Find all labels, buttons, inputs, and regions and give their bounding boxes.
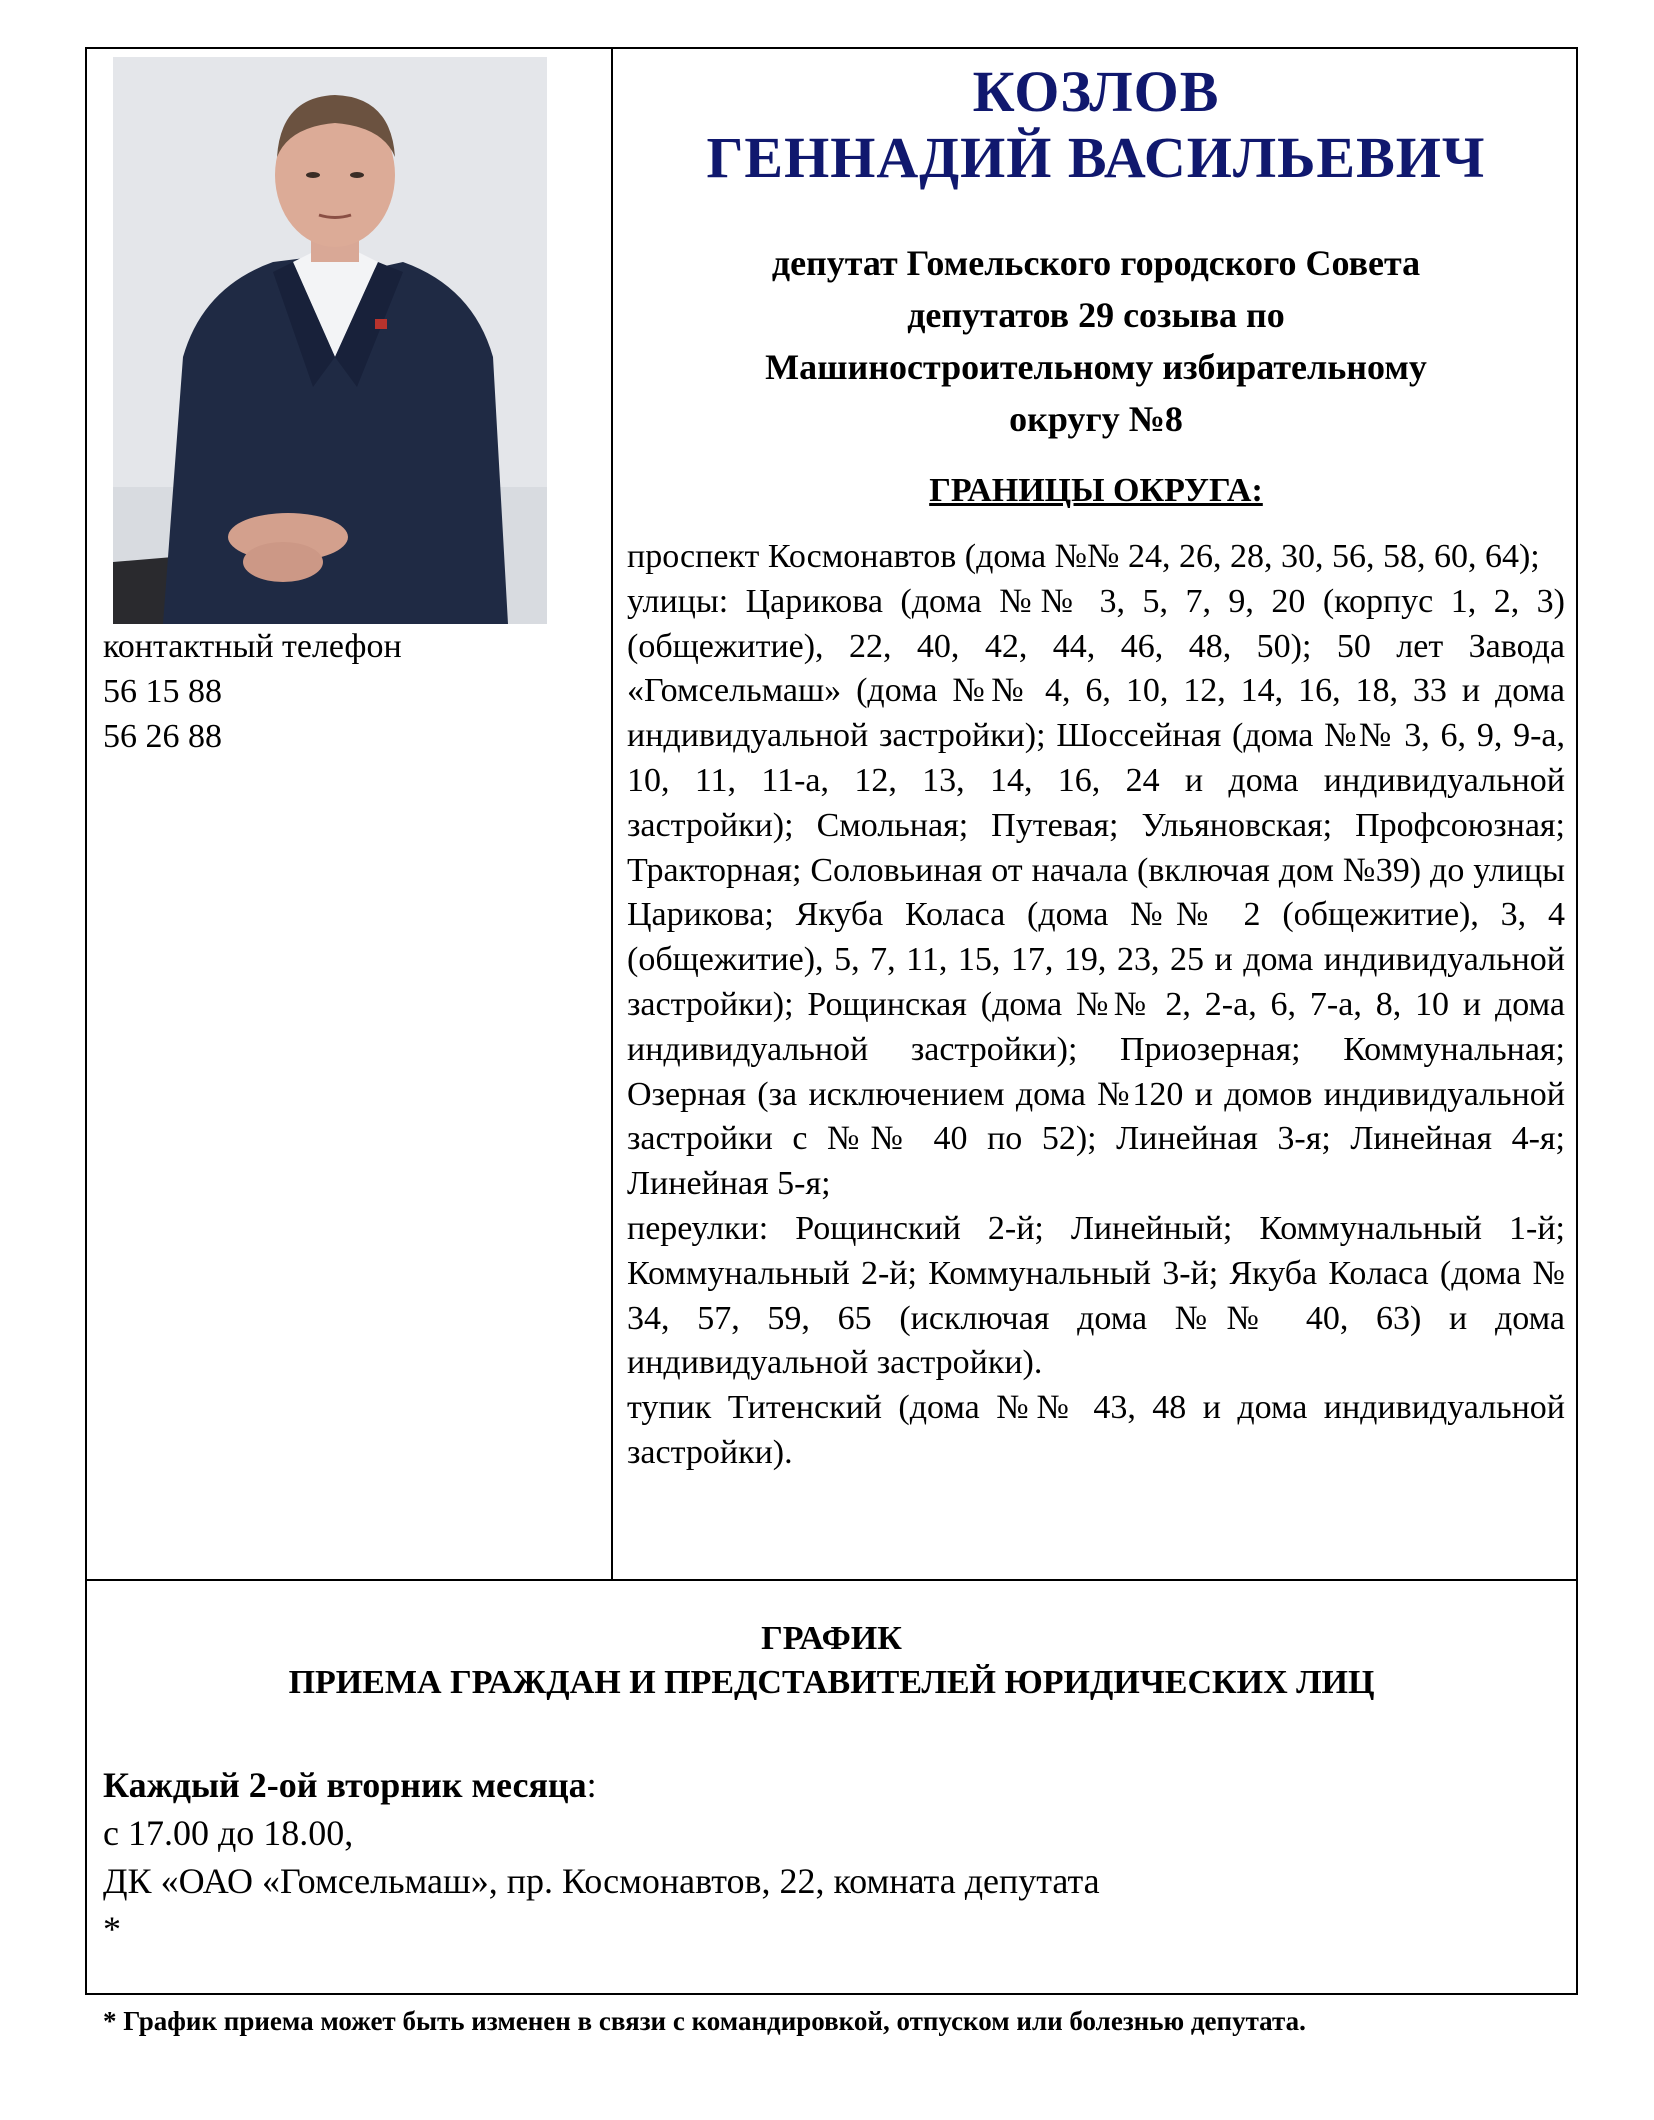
schedule-time: с 17.00 до 18.00, [103, 1813, 354, 1853]
document-frame [85, 47, 1578, 1995]
position-line: Машиностроительному избирательному [765, 347, 1427, 387]
contact-label: контактный телефон [103, 628, 402, 665]
section-divider [87, 1579, 1576, 1581]
district-boundaries [627, 535, 1565, 1476]
deputy-name [627, 59, 1565, 191]
footnote: * График приема может быть изменен в связи с командировкой, отпуском или болезнью депутата. [103, 2006, 1306, 2036]
deputy-surname: КОЗЛОВ [972, 59, 1220, 124]
position-line: округу №8 [1009, 399, 1183, 439]
schedule-asterisk: * [103, 1909, 121, 1949]
boundary-paragraph: переулки: Рощинский 2-й; Линейный; Коммунальный 1-й; Коммунальный 2-й; Коммунальный 3-й; Якуба Коласа (дома № 34, 57, 59, 65 (исключая дома №№ 40, 63) и дома индивидуальной застройки). [627, 1209, 1565, 1382]
boundary-paragraph: улицы: Царикова (дома №№ 3, 5, 7, 9, 20 (корпус 1, 2, 3) (общежитие), 22, 40, 42, 44, 46, 48, 50); 50 лет Завода «Гомсельмаш» (дома №№ 4, 6, 10, 12, 14, 16, 18, 33 и дома индивидуальной застройки); Шоссейная (дома №№ 3, 6, 9, 9-а, 10, 11, 11-а, 12, 13, 14, 16, 24 и дома индивидуальной застройки); Смольная; Путевая; Ульяновская; Профсоюзная; Тракторная; Соловьиная от начала (включая дом №39) до улицы Царикова; Якуба Коласа (дома №№ 2 (общежитие), 3, 4 (общежитие), 5, 7, 11, 15, 17, 19, 23, 25 и дома индивидуальной застройки); Рощинская (дома №№ 2, 2-а, 6, 7-а, 8, 10 и дома индивидуальной застройки); Приозерная; Коммунальная; Озерная (за исключением дома №120 и домов индивидуальной застройки с №№ 40 по 52); Линейная 3-я; Линейная 4-я; Линейная 5-я; [627, 582, 1565, 1203]
schedule-day-line [103, 1761, 1100, 1809]
schedule-title-line: ПРИЕМА ГРАЖДАН И ПРЕДСТАВИТЕЛЕЙ ЮРИДИЧЕСКИХ ЛИЦ [288, 1664, 1375, 1701]
deputy-given-names: ГЕННАДИЙ ВАСИЛЬЕВИЧ [706, 125, 1486, 190]
deputy-position [627, 237, 1565, 445]
position-line: депутат Гомельского городского Совета [771, 243, 1421, 283]
column-divider [611, 49, 613, 1579]
boundary-paragraph: проспект Космонавтов (дома №№ 24, 26, 28, 30, 56, 58, 60, 64); [627, 538, 1540, 575]
portrait-image [113, 57, 547, 624]
district-boundaries-title: ГРАНИЦЫ ОКРУГА: [929, 472, 1263, 509]
boundary-paragraph: тупик Титенский (дома №№ 43, 48 и дома индивидуальной застройки). [627, 1389, 1565, 1471]
contact-block [103, 624, 402, 759]
position-line: депутатов 29 созыва по [907, 295, 1285, 335]
schedule-title [87, 1617, 1576, 1705]
phone-number: 56 15 88 [103, 673, 222, 710]
deputy-photo [113, 57, 547, 624]
deputy-info [627, 49, 1565, 1476]
schedule-day: Каждый 2-ой вторник месяца [103, 1765, 587, 1805]
schedule-place: ДК «ОАО «Гомсельмаш», пр. Космонавтов, 22, комната депутата [103, 1861, 1100, 1901]
schedule-title-line: ГРАФИК [761, 1620, 902, 1657]
schedule-details [103, 1761, 1100, 1953]
phone-number: 56 26 88 [103, 718, 222, 755]
schedule-day-suffix: : [586, 1765, 597, 1805]
